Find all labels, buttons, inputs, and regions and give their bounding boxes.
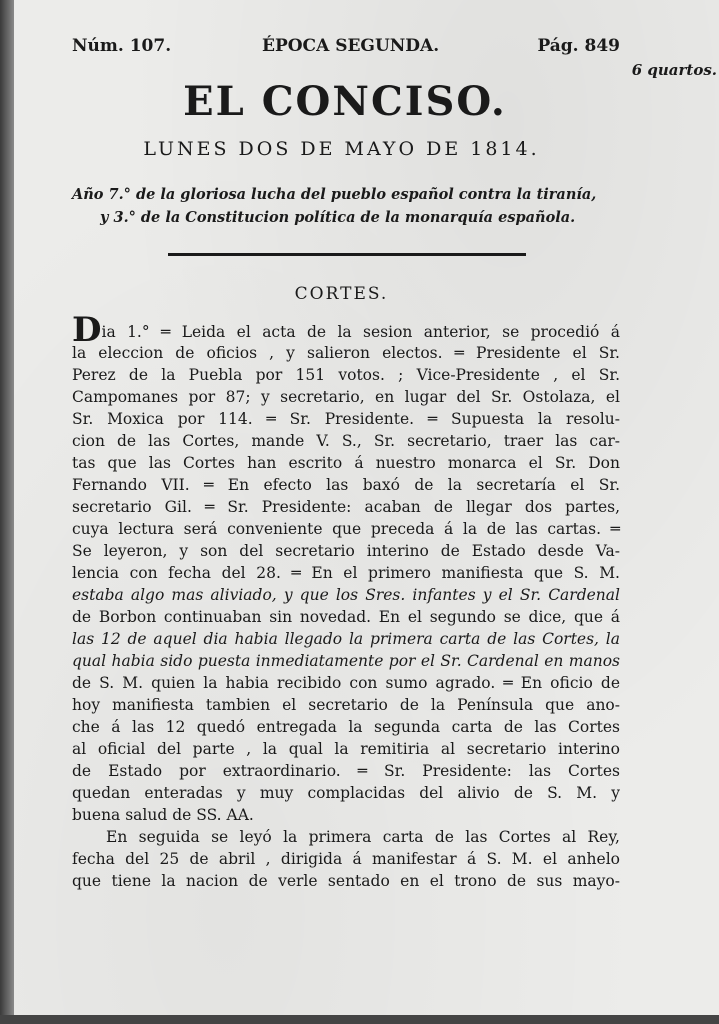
masthead-info-row: [72, 36, 620, 60]
article-line: de Estado por extraordinario. ═ Sr. Presidente: las Cortes: [72, 762, 620, 780]
article-line: que tiene la nacion de verle sentado en el trono de sus mayo-: [72, 872, 620, 890]
article-line: al oficial del parte , la qual la remitiria al secretario interino: [72, 740, 620, 758]
drop-cap: D: [72, 310, 102, 350]
article-line: cion de las Cortes, mande V. S., Sr. secretario, traer las car-: [72, 432, 620, 450]
issue-date: LUNES DOS DE MAYO DE 1814.: [143, 138, 540, 160]
article-line: Sr. Moxica por 114. ═ Sr. Presidente. ═ Supuesta la resolu-: [72, 410, 620, 428]
subtitle-line-1: Año 7.° de la gloriosa lucha del pueblo español contra la tiranía,: [72, 186, 597, 203]
article-line: de S. M. quien la habia recibido con sumo agrado. ═ En oficio de: [72, 674, 620, 692]
section-title: CORTES.: [294, 284, 389, 304]
article-body: [72, 310, 620, 892]
article-line: Campomanes por 87; y secretario, en lugar del Sr. Ostolaza, el: [72, 388, 620, 406]
article-line: buena salud de SS. AA.: [72, 806, 254, 824]
page-number: Pág. 849: [537, 36, 620, 56]
epoch-label: ÉPOCA SEGUNDA.: [262, 36, 440, 56]
newspaper-page: [14, 0, 719, 1015]
article-line: hoy manifiesta tambien el secretario de la Península que ano-: [72, 696, 620, 714]
page-bottom-edge: [0, 1015, 719, 1024]
subtitle-block: [72, 183, 620, 229]
article-line: las 12 de aquel dia habia llegado la primera carta de las Cortes, la: [72, 630, 620, 648]
issue-number: Núm. 107.: [72, 36, 172, 56]
article-line: Fernando VII. ═ En efecto las baxó de la secretaría el Sr.: [72, 476, 620, 494]
article-line: secretario Gil. ═ Sr. Presidente: acaban de llegar dos partes,: [72, 498, 620, 516]
article-line: la eleccion de oficios , y salieron electos. ═ Presidente el Sr.: [72, 344, 620, 362]
subtitle-line-2: y 3.° de la Constitucion política de la monarquía española.: [100, 209, 576, 226]
article-line: [72, 310, 620, 350]
article-line: qual habia sido puesta inmediatamente por el Sr. Cardenal en manos: [72, 652, 620, 670]
newspaper-title: EL CONCISO.: [183, 78, 507, 125]
article-line: lencia con fecha del 28. ═ En el primero manifiesta que S. M.: [72, 564, 620, 582]
article-line: quedan enteradas y muy complacidas del alivio de S. M. y: [72, 784, 620, 802]
article-line: de Borbon continuaban sin novedad. En el segundo se dice, que á: [72, 608, 620, 626]
article-line: Perez de la Puebla por 151 votos. ; Vice-Presidente , el Sr.: [72, 366, 620, 384]
article-line: fecha del 25 de abril , dirigida á manifestar á S. M. el anhelo: [72, 850, 620, 868]
article-line: cuya lectura será conveniente que preceda á la de las cartas. ═: [72, 520, 620, 538]
header-divider-rule: [168, 253, 526, 256]
article-line: En seguida se leyó la primera carta de las Cortes al Rey,: [106, 828, 620, 846]
page-binding-shadow: [0, 0, 14, 1024]
article-line: tas que las Cortes han escrito á nuestro monarca el Sr. Don: [72, 454, 620, 472]
article-line-text: ia 1.° ═ Leida el acta de la sesion anterior, se procedió á: [101, 323, 620, 341]
article-line: estaba algo mas aliviado, y que los Sres. infantes y el Sr. Cardenal: [72, 586, 620, 604]
article-line: che á las 12 quedó entregada la segunda carta de las Cortes: [72, 718, 620, 736]
article-line: Se leyeron, y son del secretario interino de Estado desde Va-: [72, 542, 620, 560]
price-label: 6 quartos.: [631, 61, 717, 79]
